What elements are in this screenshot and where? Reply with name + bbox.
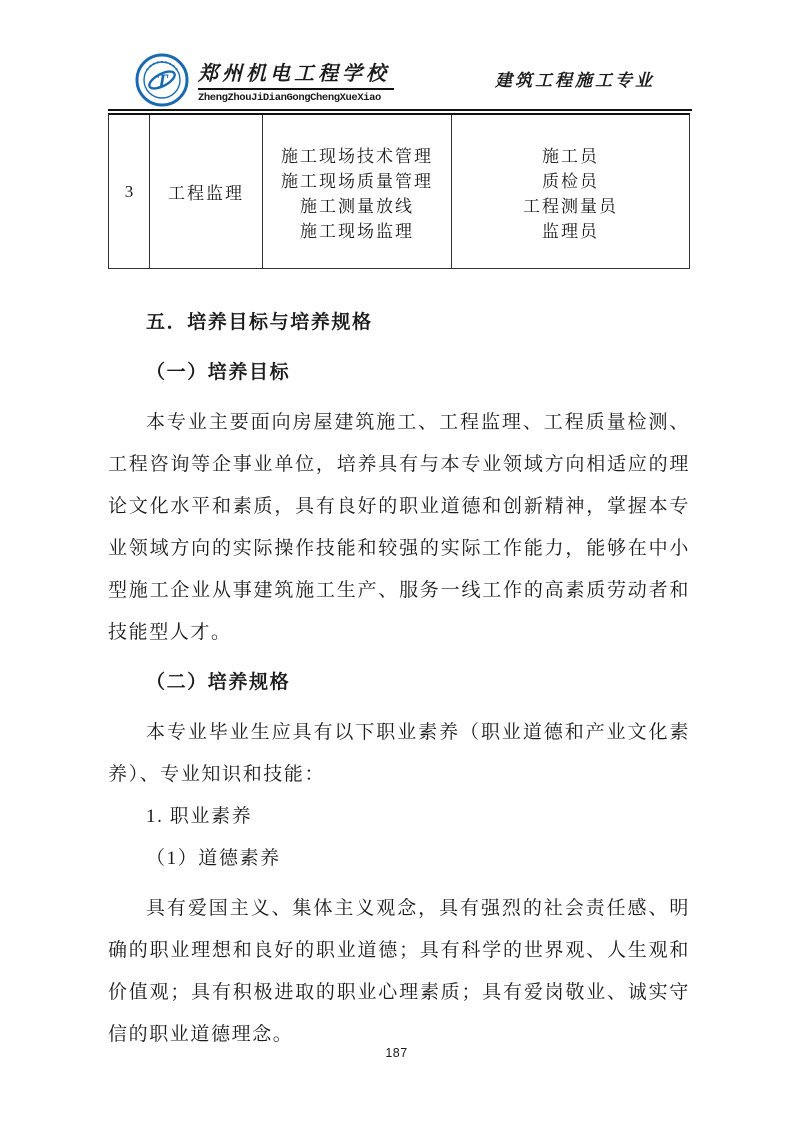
subsection-heading-goal: （一）培养目标 [146,362,291,383]
paragraph-moral-quality: 具有爱国主义、集体主义观念，具有强烈的社会责任感、明确的职业理想和良好的职业道德；具有科学的世界观、人生观和价值观；具有积极进取的职业心理素质；具有爱岗敬业、诚实守信的职业道德理念。 [108,898,690,1045]
page-body [108,113,690,1056]
svg-text:T: T [156,71,168,92]
position-item: 施工员 [542,146,599,166]
task-item: 施工现场技术管理 [281,146,433,166]
subsection-heading-spec: （二）培养规格 [146,672,291,693]
position-item: 质检员 [542,171,599,191]
school-logo-icon [135,53,189,107]
section-content [108,302,690,1056]
header-divider [108,109,692,111]
header-doc-title: 建筑工程施工专业 [495,71,655,90]
task-item: 施工现场质量管理 [281,171,433,191]
task-item: 施工现场监理 [300,221,414,241]
paragraph-training-goal: 本专业主要面向房屋建筑施工、工程监理、工程质量检测、工程咨询等企事业单位，培养具有与本专业领域方向相适应的理论文化水平和素质，具有良好的职业道德和创新精神，掌握本专业领域方向的实际操作技能和较强的实际工作能力，能够在中小型施工企业从事建筑施工生产、服务一线工作的高素质劳动者和技能型人才。 [108,412,690,643]
table-cell-row-number: 3 [124,181,134,201]
school-name-block [198,57,394,104]
task-item: 施工测量放线 [300,196,414,216]
section-heading-5: 五．培养目标与培养规格 [146,312,373,333]
table-cell-category: 工程监理 [149,115,262,268]
table-cell-tasks [262,115,451,268]
school-name: 郑州机电工程学校 [198,57,394,90]
list-item-moral-quality: （1）道德素养 [146,848,281,869]
position-item: 工程测量员 [523,196,618,216]
paragraph-training-spec: 本专业毕业生应具有以下职业素养（职业道德和产业文化素养）、专业知识和技能： [108,722,690,785]
list-item-occupational-quality: 1. 职业素养 [146,806,253,827]
table-cell-positions [451,115,689,268]
jobs-table [108,113,690,269]
school-pinyin: ZhengZhouJiDianGongChengXueXiao [198,92,381,104]
position-item: 监理员 [542,221,599,241]
page-number: 187 [385,1046,408,1060]
